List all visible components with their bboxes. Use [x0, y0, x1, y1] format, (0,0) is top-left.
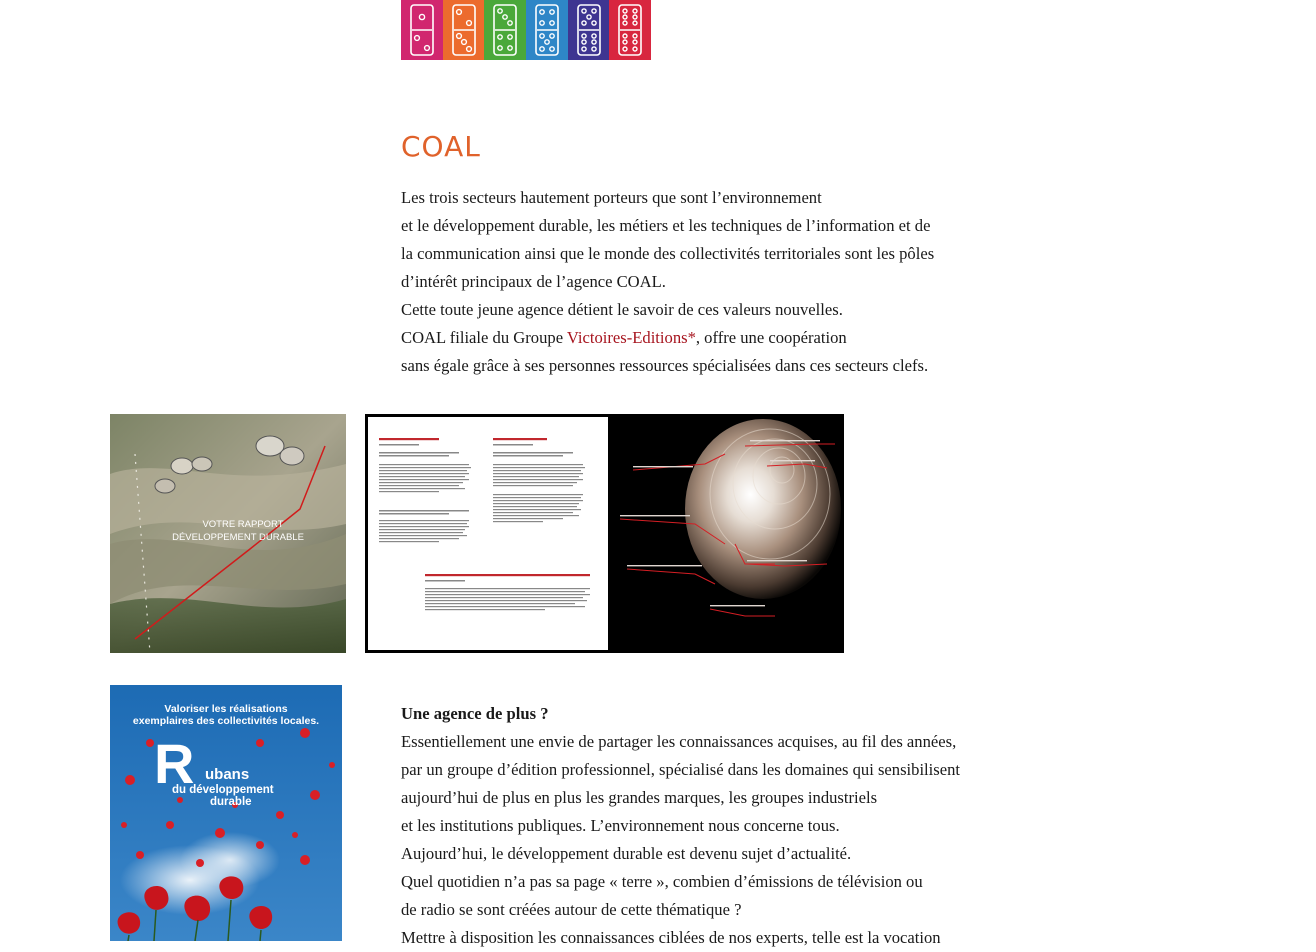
victoires-editions-link[interactable]: Victoires-Editions* — [566, 328, 696, 347]
agency-line: Aujourd’hui, le développement durable est devenu sujet d’actualité. — [401, 844, 852, 863]
domino-tile-blue — [526, 0, 568, 60]
intro-line: la communication ainsi que le monde des collectivités territoriales sont les pôles — [401, 244, 935, 263]
agency-line: et les institutions publiques. L’environnement nous concerne tous. — [401, 816, 840, 835]
report-cover-image[interactable] — [110, 414, 346, 653]
domino-tile-orange — [443, 0, 485, 60]
intro-line: d’intérêt principaux de l’agence COAL. — [401, 272, 666, 291]
intro-line: sans égale grâce à ses personnes ressources spécialisées dans ces secteurs clefs. — [401, 356, 929, 375]
brochure-spread-illustration — [365, 414, 844, 653]
domino-five-six-icon — [568, 0, 610, 60]
intro-line: Cette toute jeune agence détient le savoir de ces valeurs nouvelles. — [401, 300, 843, 319]
agency-line: par un groupe d’édition professionnel, spécialisé dans les domaines qui sensibilisent — [401, 760, 961, 779]
domino-one-two-icon — [401, 0, 443, 60]
rubans-poster-image[interactable] — [110, 685, 342, 941]
agency-line: de radio se sont créées autour de cette thématique ? — [401, 900, 742, 919]
domino-three-four-icon — [484, 0, 526, 60]
domino-tile-green — [484, 0, 526, 60]
agency-line: Mettre à disposition les connaissances ciblées de nos experts, telle est la vocation — [401, 928, 941, 947]
brochure-spread-image[interactable] — [365, 414, 844, 653]
poster-headline-line1: Valoriser les réalisations — [164, 703, 288, 715]
domino-six-six-icon — [609, 0, 651, 60]
domino-two-three-icon — [443, 0, 485, 60]
domino-four-five-icon — [526, 0, 568, 60]
intro-line: Les trois secteurs hautement porteurs que sont l’environnement — [401, 188, 822, 207]
poster-headline-line2: exemplaires des collectivités locales. — [132, 715, 320, 727]
poster-logo-initial: R — [154, 732, 195, 795]
poster-logo-line3: durable — [210, 796, 252, 808]
report-caption-line2: DÉVELOPPEMENT DURABLE — [172, 532, 304, 543]
agency-line: Essentiellement une envie de partager les connaissances acquises, au fil des années, — [401, 732, 957, 751]
domino-logo[interactable] — [401, 0, 651, 60]
rubans-poster-illustration — [110, 685, 342, 941]
intro-line — [401, 324, 934, 352]
rock-shells-illustration — [110, 414, 346, 653]
agency-line: Quel quotidien n’a pas sa page « terre », combien d’émissions de télévision ou — [401, 872, 923, 891]
poster-logo-word: ubans — [205, 766, 250, 783]
domino-tile-red — [609, 0, 651, 60]
domino-tile-magenta — [401, 0, 443, 60]
agency-line: aujourd’hui de plus en plus les grandes marques, les groupes industriels — [401, 788, 878, 807]
page-title: COAL — [401, 130, 481, 163]
agency-paragraph — [401, 700, 960, 952]
domino-tile-purple — [568, 0, 610, 60]
intro-line-text: COAL filiale du Groupe — [401, 328, 567, 347]
intro-line: et le développement durable, les métiers et les techniques de l’information et de — [401, 216, 931, 235]
intro-line-text: , offre une coopération — [695, 328, 847, 347]
report-caption-line1: VOTRE RAPPORT — [202, 519, 284, 530]
intro-paragraph — [401, 184, 934, 380]
poster-logo-line2: du développement — [172, 784, 274, 796]
section-heading: Une agence de plus ? — [401, 704, 549, 723]
